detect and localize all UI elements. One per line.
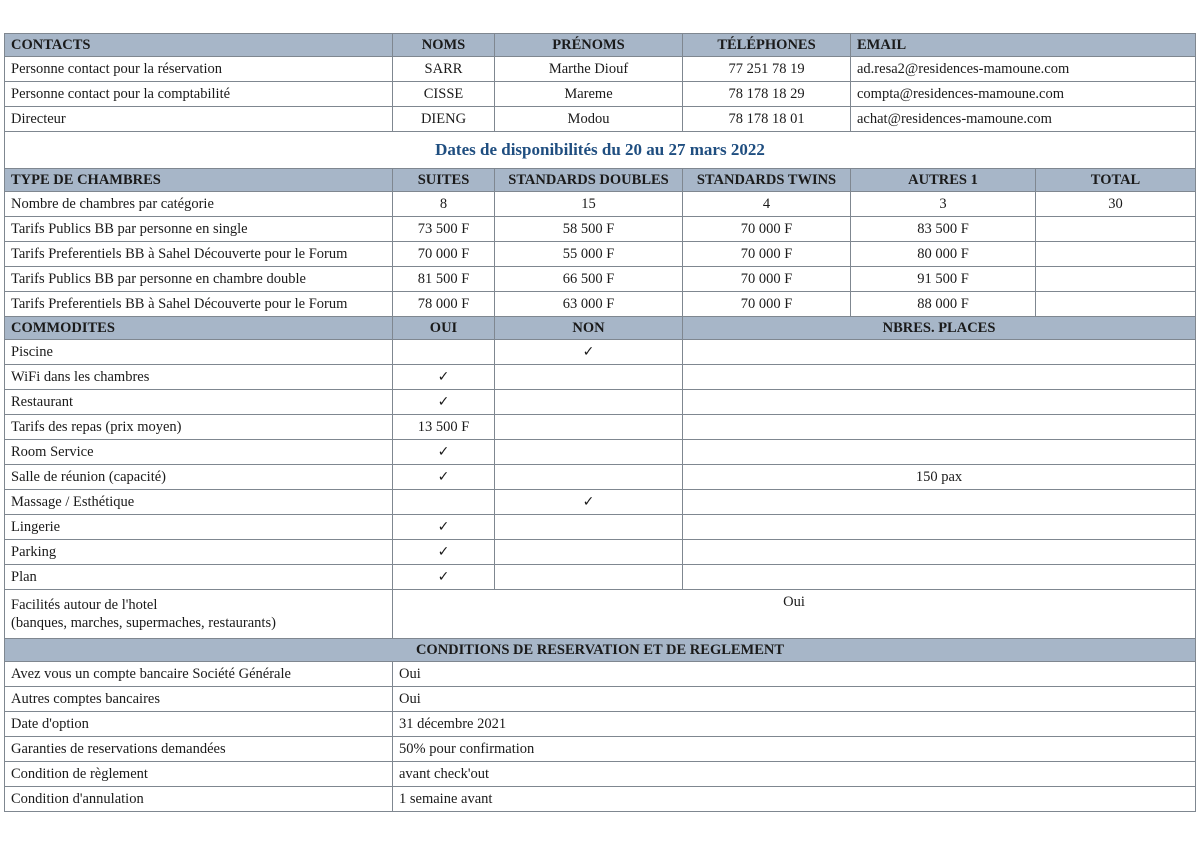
amenity-label: Tarifs des repas (prix moyen) <box>5 415 393 440</box>
amenities-header: COMMODITES <box>5 317 393 340</box>
amenity-non <box>495 440 683 465</box>
suites-header: SUITES <box>393 169 495 192</box>
autres-header: AUTRES 1 <box>851 169 1036 192</box>
amenity-places <box>683 365 1196 390</box>
condition-row <box>5 712 1196 737</box>
room-twins: 70 000 F <box>683 217 851 242</box>
room-label: Tarifs Publics BB par personne en chambre double <box>5 267 393 292</box>
room-row <box>5 242 1196 267</box>
places-header: NBRES. PLACES <box>683 317 1196 340</box>
room-autres: 88 000 F <box>851 292 1036 317</box>
amenity-label: Massage / Esthétique <box>5 490 393 515</box>
condition-value: avant check'out <box>393 762 1196 787</box>
room-doubles: 15 <box>495 192 683 217</box>
room-autres: 80 000 F <box>851 242 1036 267</box>
oui-header: OUI <box>393 317 495 340</box>
contact-prenom: Marthe Diouf <box>495 57 683 82</box>
contact-tel: 78 178 18 01 <box>683 107 851 132</box>
room-doubles: 66 500 F <box>495 267 683 292</box>
room-twins: 70 000 F <box>683 267 851 292</box>
amenity-label: Plan <box>5 565 393 590</box>
amenity-places <box>683 540 1196 565</box>
total-header: TOTAL <box>1036 169 1196 192</box>
standards-doubles-header: STANDARDS DOUBLES <box>495 169 683 192</box>
contact-email: achat@residences-mamoune.com <box>851 107 1196 132</box>
room-suites: 73 500 F <box>393 217 495 242</box>
amenity-non <box>495 365 683 390</box>
contact-tel: 77 251 78 19 <box>683 57 851 82</box>
contact-nom: CISSE <box>393 82 495 107</box>
amenity-places <box>683 565 1196 590</box>
contact-email: compta@residences-mamoune.com <box>851 82 1196 107</box>
condition-value: Oui <box>393 687 1196 712</box>
condition-label: Garanties de reservations demandées <box>5 737 393 762</box>
amenity-row <box>5 340 1196 365</box>
room-row <box>5 217 1196 242</box>
amenity-label: Parking <box>5 540 393 565</box>
room-autres: 91 500 F <box>851 267 1036 292</box>
non-header: NON <box>495 317 683 340</box>
amenity-row <box>5 540 1196 565</box>
amenity-oui <box>393 490 495 515</box>
amenity-non <box>495 390 683 415</box>
amenity-places <box>683 415 1196 440</box>
contact-label: Personne contact pour la réservation <box>5 57 393 82</box>
condition-value: Oui <box>393 662 1196 687</box>
room-suites: 70 000 F <box>393 242 495 267</box>
amenity-row <box>5 515 1196 540</box>
contact-row <box>5 107 1196 132</box>
amenity-label: WiFi dans les chambres <box>5 365 393 390</box>
room-label: Nombre de chambres par catégorie <box>5 192 393 217</box>
contact-tel: 78 178 18 29 <box>683 82 851 107</box>
room-suites: 78 000 F <box>393 292 495 317</box>
amenity-row <box>5 490 1196 515</box>
amenity-oui: ✓ <box>393 465 495 490</box>
reservation-table <box>4 33 1196 812</box>
amenity-oui: ✓ <box>393 440 495 465</box>
amenity-row <box>5 440 1196 465</box>
amenity-non <box>495 540 683 565</box>
amenity-places <box>683 440 1196 465</box>
condition-label: Autres comptes bancaires <box>5 687 393 712</box>
contacts-header: CONTACTS <box>5 34 393 57</box>
amenity-places <box>683 340 1196 365</box>
amenity-non: ✓ <box>495 340 683 365</box>
conditions-header-row <box>5 639 1196 662</box>
amenity-row <box>5 365 1196 390</box>
availability-banner-row <box>5 132 1196 169</box>
facilities-label-line2: (banques, marches, supermaches, restaurants) <box>11 615 276 631</box>
contact-nom: SARR <box>393 57 495 82</box>
amenity-row <box>5 565 1196 590</box>
room-row <box>5 292 1196 317</box>
availability-banner: Dates de disponibilités du 20 au 27 mars 2022 <box>5 132 1196 169</box>
contact-label: Directeur <box>5 107 393 132</box>
amenity-places: 150 pax <box>683 465 1196 490</box>
condition-row <box>5 787 1196 812</box>
reservation-sheet <box>4 33 1195 812</box>
room-row <box>5 267 1196 292</box>
room-label: Tarifs Publics BB par personne en single <box>5 217 393 242</box>
amenities-header-row <box>5 317 1196 340</box>
prenoms-header: PRÉNOMS <box>495 34 683 57</box>
room-total <box>1036 267 1196 292</box>
contact-row <box>5 57 1196 82</box>
room-doubles: 58 500 F <box>495 217 683 242</box>
room-twins: 4 <box>683 192 851 217</box>
condition-label: Avez vous un compte bancaire Société Générale <box>5 662 393 687</box>
standards-twins-header: STANDARDS TWINS <box>683 169 851 192</box>
room-label: Tarifs Preferentiels BB à Sahel Découverte pour le Forum <box>5 242 393 267</box>
amenity-oui: ✓ <box>393 365 495 390</box>
room-type-header: TYPE DE CHAMBRES <box>5 169 393 192</box>
facilities-value: Oui <box>393 590 1196 639</box>
contact-label: Personne contact pour la comptabilité <box>5 82 393 107</box>
amenity-oui: ✓ <box>393 515 495 540</box>
condition-label: Date d'option <box>5 712 393 737</box>
amenity-non <box>495 565 683 590</box>
amenity-places <box>683 390 1196 415</box>
room-total <box>1036 292 1196 317</box>
amenity-label: Restaurant <box>5 390 393 415</box>
room-label: Tarifs Preferentiels BB à Sahel Découverte pour le Forum <box>5 292 393 317</box>
amenity-oui <box>393 340 495 365</box>
amenity-non <box>495 515 683 540</box>
amenity-oui: 13 500 F <box>393 415 495 440</box>
amenity-oui: ✓ <box>393 390 495 415</box>
condition-row <box>5 762 1196 787</box>
contact-row <box>5 82 1196 107</box>
room-doubles: 63 000 F <box>495 292 683 317</box>
facilities-label-line1: Facilités autour de l'hotel <box>11 597 158 613</box>
contact-email: ad.resa2@residences-mamoune.com <box>851 57 1196 82</box>
room-total <box>1036 242 1196 267</box>
condition-value: 50% pour confirmation <box>393 737 1196 762</box>
condition-row <box>5 737 1196 762</box>
condition-row <box>5 662 1196 687</box>
room-suites: 8 <box>393 192 495 217</box>
room-suites: 81 500 F <box>393 267 495 292</box>
condition-label: Condition d'annulation <box>5 787 393 812</box>
contact-nom: DIENG <box>393 107 495 132</box>
telephones-header: TÉLÉPHONES <box>683 34 851 57</box>
amenity-label: Lingerie <box>5 515 393 540</box>
room-twins: 70 000 F <box>683 242 851 267</box>
facilities-row <box>5 590 1196 639</box>
amenity-non <box>495 415 683 440</box>
amenity-row <box>5 465 1196 490</box>
amenity-places <box>683 515 1196 540</box>
rooms-header-row <box>5 169 1196 192</box>
contacts-header-row <box>5 34 1196 57</box>
noms-header: NOMS <box>393 34 495 57</box>
room-twins: 70 000 F <box>683 292 851 317</box>
amenity-non: ✓ <box>495 490 683 515</box>
conditions-header: CONDITIONS DE RESERVATION ET DE REGLEMENT <box>5 639 1196 662</box>
room-autres: 3 <box>851 192 1036 217</box>
condition-label: Condition de règlement <box>5 762 393 787</box>
amenity-oui: ✓ <box>393 565 495 590</box>
condition-value: 31 décembre 2021 <box>393 712 1196 737</box>
condition-value: 1 semaine avant <box>393 787 1196 812</box>
contact-prenom: Mareme <box>495 82 683 107</box>
contact-prenom: Modou <box>495 107 683 132</box>
amenity-label: Room Service <box>5 440 393 465</box>
amenity-row <box>5 415 1196 440</box>
facilities-label <box>5 590 393 639</box>
amenity-places <box>683 490 1196 515</box>
condition-row <box>5 687 1196 712</box>
room-doubles: 55 000 F <box>495 242 683 267</box>
amenity-non <box>495 465 683 490</box>
amenity-oui: ✓ <box>393 540 495 565</box>
room-row <box>5 192 1196 217</box>
amenity-label: Salle de réunion (capacité) <box>5 465 393 490</box>
amenity-row <box>5 390 1196 415</box>
email-header: EMAIL <box>851 34 1196 57</box>
room-total: 30 <box>1036 192 1196 217</box>
room-total <box>1036 217 1196 242</box>
room-autres: 83 500 F <box>851 217 1036 242</box>
amenity-label: Piscine <box>5 340 393 365</box>
